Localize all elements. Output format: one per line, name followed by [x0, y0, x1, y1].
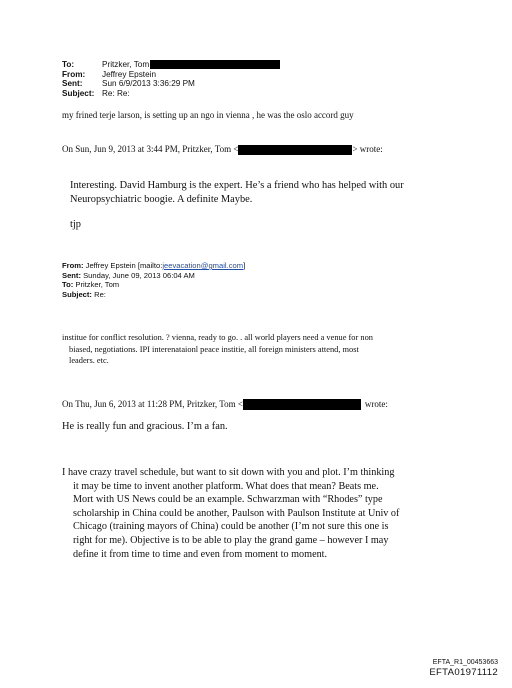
message-body-2 — [62, 332, 373, 367]
subject-label: Subject: — [62, 88, 95, 98]
quote-header-2-prefix: On Thu, Jun 6, 2013 at 11:28 PM, Pritzker, Tom < — [62, 399, 243, 409]
header-sent-row — [62, 79, 280, 89]
reply-body-1 — [70, 179, 404, 232]
fwd-to-label: To: — [62, 280, 74, 290]
fwd-to-row — [62, 280, 245, 290]
message-body-1: my frined terje larson, is setting up an ngo in vienna , he was the oslo accord guy — [62, 110, 354, 120]
redaction-box — [243, 399, 361, 410]
quote-header-2 — [62, 399, 388, 410]
from-label: From: — [62, 69, 86, 79]
header-subject-row — [62, 89, 280, 99]
reply-1-line: Neuropsychiatric boogie. A definite Maybe. — [70, 194, 253, 205]
fwd-subject-row — [62, 290, 245, 300]
message-3-line: it may be time to invent another platform. What does that mean? Beats me. — [73, 480, 379, 492]
email-link[interactable]: jeevacation@gmail.com — [162, 261, 244, 270]
sent-value: Sun 6/9/2013 3:36:29 PM — [102, 79, 195, 89]
message-2-line: biased, negotiations. IPI interenataionl peace institie, all foreign ministers attend, most — [69, 344, 359, 354]
message-3-line: right for me). Objective is to be able to play the grand game – however I may — [73, 534, 389, 546]
quote-header-1-suffix: > wrote: — [352, 144, 383, 154]
fwd-sent-value: Sunday, June 09, 2013 06:04 AM — [83, 270, 195, 280]
message-3-line: Mort with US News could be an example. Schwarzman with “Rhodes” type — [73, 494, 383, 506]
bates-number-2: EFTA01971112 — [429, 667, 498, 678]
bates-number-1: EFTA_R1_00453663 — [432, 659, 498, 666]
fwd-sent-row — [62, 271, 245, 281]
sent-label: Sent: — [62, 79, 83, 89]
fwd-from-row — [62, 261, 245, 271]
message-3-line: scholarship in China could be another, Paulson with Paulson Institute at Univ of — [73, 507, 400, 519]
message-3-line: I have crazy travel schedule, but want to sit down with you and plot. I’m thinking — [62, 467, 395, 478]
fwd-from-label: From: — [62, 261, 84, 270]
from-value: Jeffrey Epstein — [102, 69, 157, 79]
header-to-row — [62, 60, 280, 70]
fwd-sent-label: Sent: — [62, 270, 81, 280]
fwd-to-value: Pritzker, Tom — [75, 280, 120, 290]
redaction-box — [150, 60, 280, 69]
message-2-line: leaders. etc. — [69, 356, 109, 365]
fwd-from-value: Jeffrey Epstein [mailto: — [85, 261, 163, 270]
message-3-line: define it from time to time and even from moment to moment. — [73, 548, 328, 560]
quote-header-2-suffix: wrote: — [364, 399, 388, 409]
to-label: To: — [62, 60, 75, 69]
to-value: Pritzker, Tom — [102, 60, 150, 69]
quote-header-1 — [62, 144, 383, 155]
message-2-line: institue for conflict resolution. ? vienna, ready to go. . all world players need a venue for non — [62, 333, 373, 342]
redaction-box — [238, 145, 352, 155]
message-body-3 — [62, 466, 399, 561]
reply-body-2: He is really fun and gracious. I’m a fan. — [62, 421, 228, 432]
forwarded-header — [62, 261, 245, 299]
email-header — [62, 60, 280, 98]
header-from-row — [62, 70, 280, 80]
subject-value: Re: Re: — [102, 88, 130, 98]
message-3-line: Chicago (training mayors of China) could be another (I’m not sure this one is — [73, 521, 389, 533]
fwd-subject-label: Subject: — [62, 289, 92, 299]
quote-header-1-prefix: On Sun, Jun 9, 2013 at 3:44 PM, Pritzker, Tom < — [62, 144, 239, 154]
signature: tjp — [70, 219, 81, 230]
bates-stamp — [429, 658, 498, 678]
fwd-subject-value: Re: — [94, 289, 106, 299]
fwd-from-close: ] — [243, 261, 246, 270]
reply-1-line: Interesting. David Hamburg is the expert. He’s a friend who has helped with our — [70, 180, 404, 191]
